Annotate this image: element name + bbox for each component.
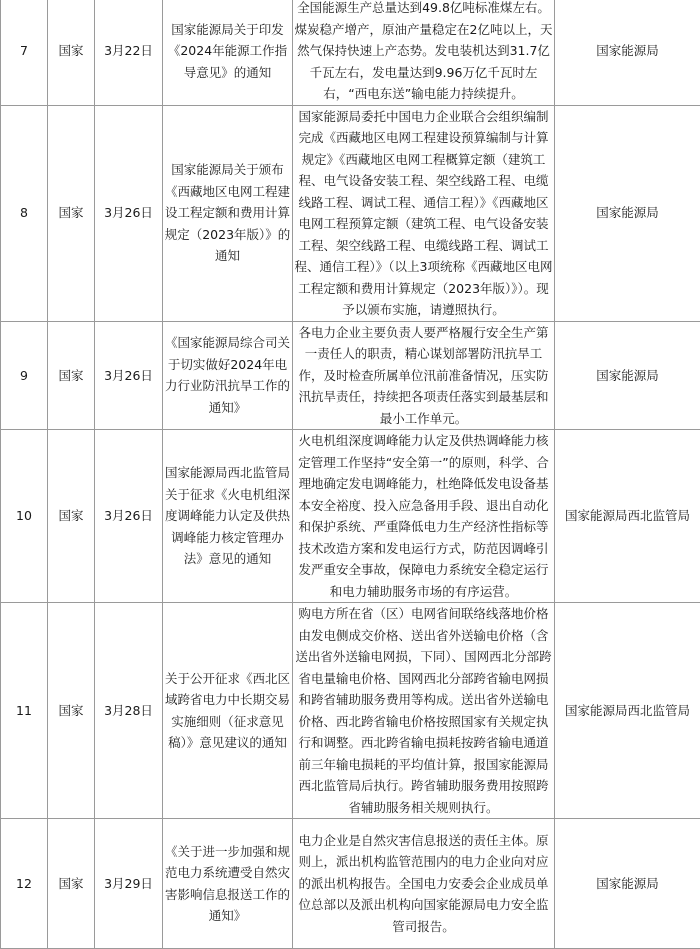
row-publisher: 国家能源局西北监管局	[555, 603, 700, 819]
row-title: 国家能源局西北监管局关于征求《火电机组深度调峰能力认定及供热调峰能力核定管理办法》意见的通知	[163, 430, 293, 603]
row-content: 全国能源生产总量达到49.8亿吨标准煤左右。煤炭稳产增产，原油产量稳定在2亿吨以上，天然气保持快速上产态势。发电装机达到31.7亿千瓦左右，发电量达到9.96万亿千瓦时左右，“西电东送”输电能力持续提升。	[293, 0, 555, 105]
row-number: 9	[1, 321, 48, 430]
row-scope: 国家	[48, 819, 95, 949]
row-publisher: 国家能源局	[555, 819, 700, 949]
row-number: 12	[1, 819, 48, 949]
row-publisher: 国家能源局西北监管局	[555, 430, 700, 603]
row-number: 8	[1, 105, 48, 321]
row-title: 《国家能源局综合司关于切实做好2024年电力行业防汛抗旱工作的通知》	[163, 321, 293, 430]
row-title: 关于公开征求《西北区域跨省电力中长期交易实施细则（征求意见稿）》意见建议的通知	[163, 603, 293, 819]
table-row	[1, 0, 700, 105]
row-content: 火电机组深度调峰能力认定及供热调峰能力核定管理工作坚持“安全第一”的原则，科学、合理地确定发电调峰能力，杜绝降低发电设备基本安全裕度、投入应急备用手段、退出自动化和保护系统、严重降低电力生产经济性指标等技术改造方案和发电运行方式，防范因调峰引发严重安全事故，保障电力系统安全稳定运行和电力辅助服务市场的有序运营。	[293, 430, 555, 603]
table-row	[1, 105, 700, 321]
row-date: 3月28日	[95, 603, 163, 819]
row-scope: 国家	[48, 430, 95, 603]
row-publisher: 国家能源局	[555, 105, 700, 321]
row-number: 11	[1, 603, 48, 819]
row-scope: 国家	[48, 321, 95, 430]
table-row	[1, 430, 700, 603]
row-number: 10	[1, 430, 48, 603]
table-row	[1, 603, 700, 819]
row-date: 3月22日	[95, 0, 163, 105]
row-number: 7	[1, 0, 48, 105]
row-content: 各电力企业主要负责人要严格履行安全生产第一责任人的职责，精心谋划部署防汛抗旱工作，及时检查所属单位汛前准备情况，压实防汛抗旱责任，持续把各项责任落实到最基层和最小工作单元。	[293, 321, 555, 430]
table-row	[1, 819, 700, 949]
row-content: 购电方所在省（区）电网省间联络线落地价格由发电侧成交价格、送出省外送输电价格（含送出省外送输电网损，下同）、国网西北分部跨省电量输电价格、国网西北分部跨省输电网损和跨省辅助服务费用等构成。送出省外送输电价格、西北跨省输电价格按照国家有关规定执行和调整。西北跨省输电损耗按跨省输电通道前三年输电损耗的平均值计算，报国家能源局西北监管局后执行。跨省辅助服务费用按照跨省辅助服务相关规则执行。	[293, 603, 555, 819]
row-content: 电力企业是自然灾害信息报送的责任主体。原则上，派出机构监管范围内的电力企业向对应的派出机构报告。全国电力安委会企业成员单位总部以及派出机构向国家能源局电力安全监管司报告。	[293, 819, 555, 949]
table-row	[1, 321, 700, 430]
row-publisher: 国家能源局	[555, 0, 700, 105]
row-scope: 国家	[48, 603, 95, 819]
row-date: 3月26日	[95, 430, 163, 603]
row-date: 3月26日	[95, 321, 163, 430]
row-scope: 国家	[48, 105, 95, 321]
row-title: 《关于进一步加强和规范电力系统遭受自然灾害影响信息报送工作的通知》	[163, 819, 293, 949]
row-scope: 国家	[48, 0, 95, 105]
row-publisher: 国家能源局	[555, 321, 700, 430]
row-date: 3月29日	[95, 819, 163, 949]
row-title: 国家能源局关于印发《2024年能源工作指导意见》的通知	[163, 0, 293, 105]
row-content: 国家能源局委托中国电力企业联合会组织编制完成《西藏地区电网工程建设预算编制与计算规定》《西藏地区电网工程概算定额（建筑工程、电气设备安装工程、架空线路工程、电缆线路工程、调试工程、通信工程）》《西藏地区电网工程预算定额（建筑工程、电气设备安装工程、架空线路工程、电缆线路工程、调试工程、通信工程）》（以上3项统称《西藏地区电网工程定额和费用计算规定（2023年版）》）。现予以颁布实施，请遵照执行。	[293, 105, 555, 321]
row-date: 3月26日	[95, 105, 163, 321]
row-title: 国家能源局关于颁布《西藏地区电网工程建设工程定额和费用计算规定（2023年版）》的通知	[163, 105, 293, 321]
